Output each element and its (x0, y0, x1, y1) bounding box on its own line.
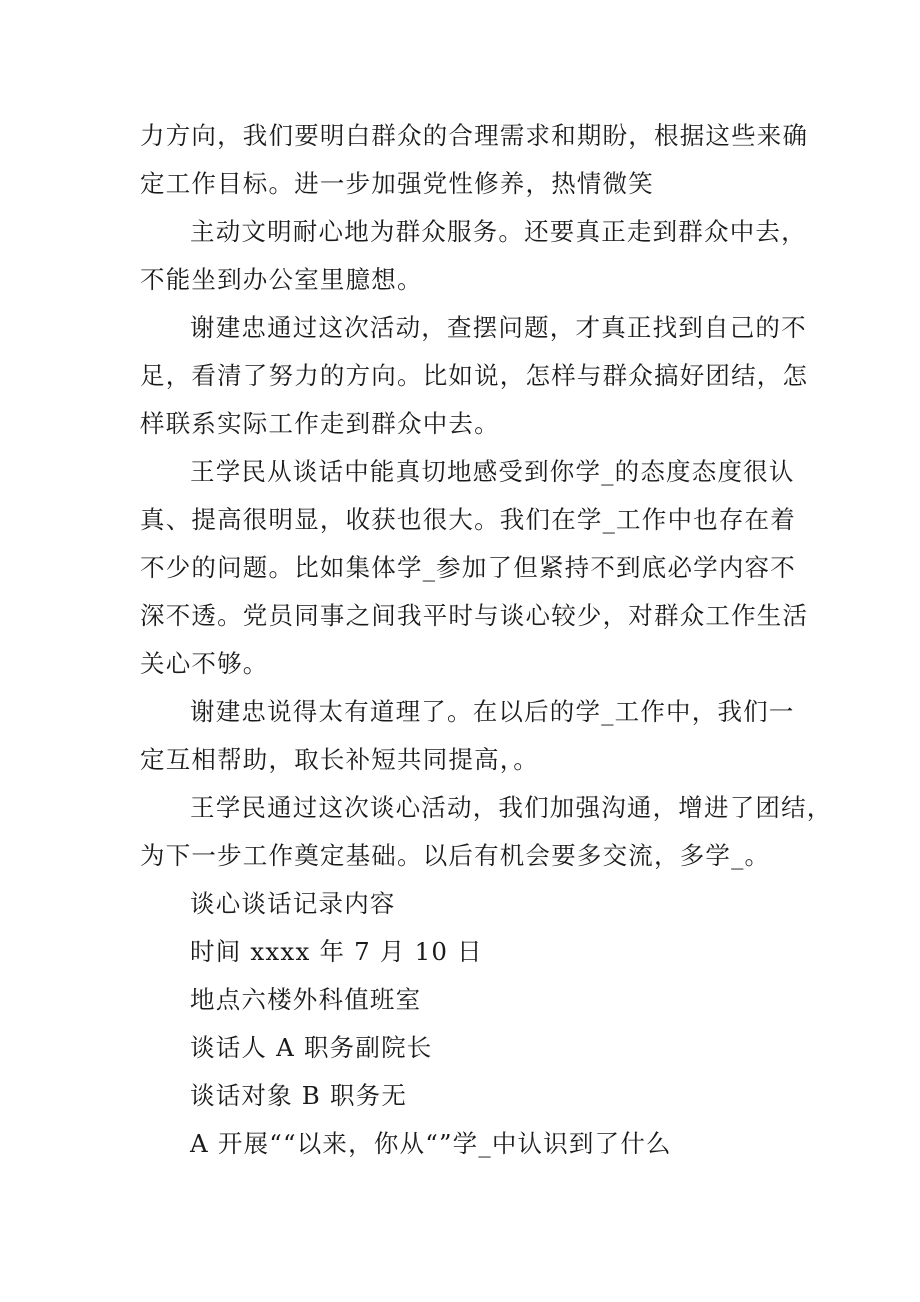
record-location (140, 976, 790, 1024)
text-line: 定互相帮助，取长补短共同提高，。 (140, 745, 539, 774)
paragraph (140, 208, 807, 304)
paragraph (140, 112, 809, 208)
text-line: 定工作目标。进一步加强党性修养，热情微笑 (140, 169, 654, 198)
record-heading (140, 880, 790, 928)
text-line: 样联系实际工作走到群众中去。 (140, 409, 500, 438)
record-interviewee (140, 1072, 790, 1120)
text-line: 谢建忠说得太有道理了。在以后的学_工作中，我们一 (190, 697, 795, 726)
text-line: 王学民通过这次谈心活动，我们加强沟通，增进了团结， (190, 793, 833, 822)
paragraph (140, 448, 809, 688)
text-line: 关心不够。 (140, 649, 269, 678)
record-time (140, 928, 790, 976)
text-line: 足，看清了努力的方向。比如说，怎样与群众搞好团结，怎 (140, 361, 809, 390)
text-line: A 开展““以来，你从“”学_中认识到了什么 (190, 1129, 672, 1158)
text-line: 真、提高很明显，收获也很大。我们在学_工作中也存在着 (140, 505, 796, 534)
text-line: 谈心谈话记录内容 (190, 889, 396, 918)
text-line: 主动文明耐心地为群众服务。还要真正走到群众中去， (190, 217, 807, 246)
text-line: 不少的问题。比如集体学_参加了但紧持不到底必学内容不 (140, 553, 796, 582)
paragraph (140, 784, 833, 880)
text-line: 力方向，我们要明白群众的合理需求和期盼，根据这些来确 (140, 121, 809, 150)
text-line: 时间 xxxx 年 7 月 10 日 (190, 937, 483, 966)
text-line: 不能坐到办公室里臆想。 (140, 265, 423, 294)
text-line: 王学民从谈话中能真切地感受到你学_的态度态度很认 (190, 457, 795, 486)
text-line: 谈话对象 B 职务无 (190, 1081, 408, 1110)
record-question (140, 1120, 790, 1168)
text-line: 谢建忠通过这次活动，查摆问题，才真正找到自己的不 (190, 313, 807, 342)
paragraph (140, 688, 795, 784)
paragraph (140, 304, 809, 448)
text-line: 深不透。党员同事之间我平时与谈心较少，对群众工作生活 (140, 601, 809, 630)
text-line: 为下一步工作奠定基础。以后有机会要多交流，多学_。 (140, 841, 771, 870)
text-line: 谈话人 A 职务副院长 (190, 1033, 433, 1062)
record-interviewer (140, 1024, 790, 1072)
document-body (140, 112, 833, 1168)
text-line: 地点六楼外科值班室 (190, 985, 422, 1014)
